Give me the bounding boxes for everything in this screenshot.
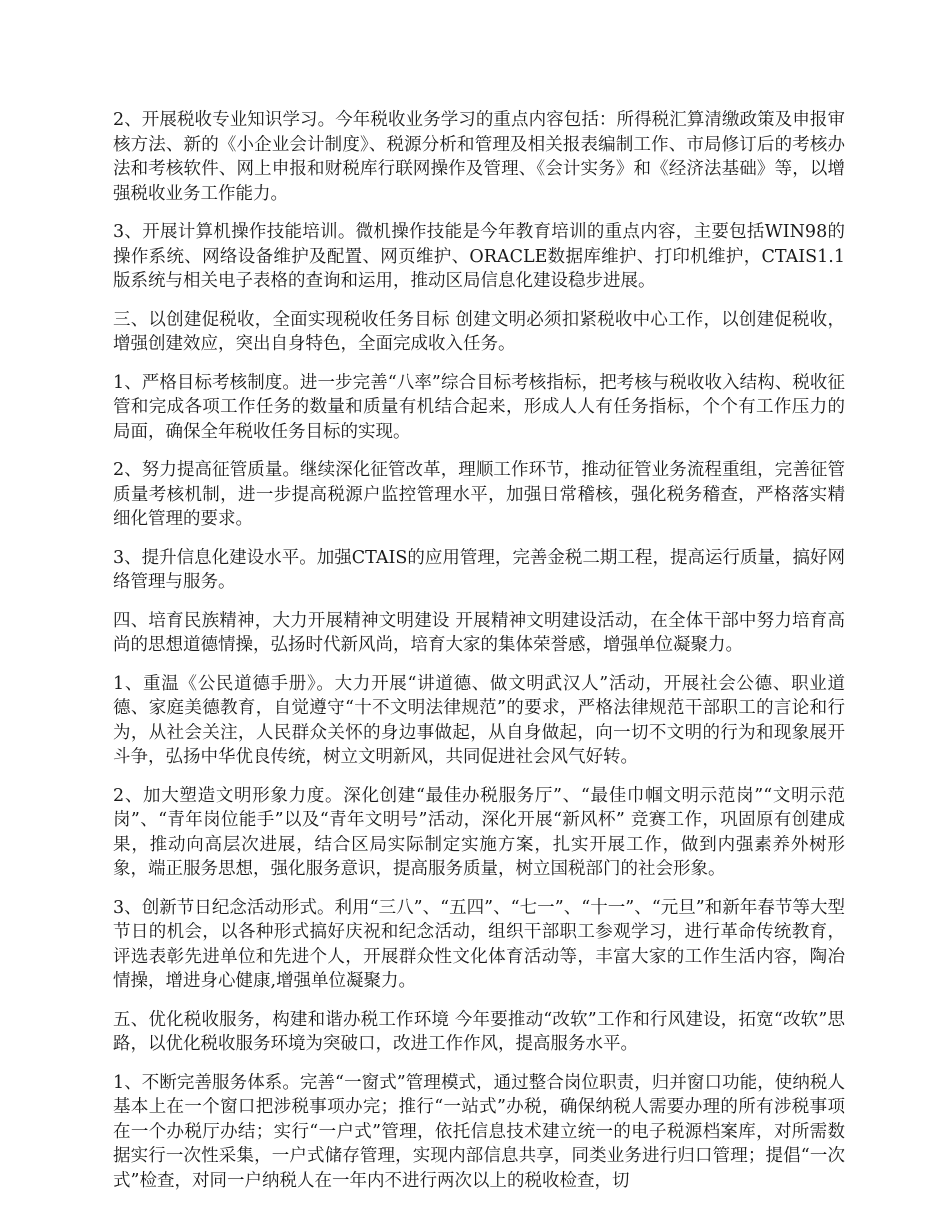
paragraph-computer-skills-training: 3、开展计算机操作技能培训。微机操作技能是今年教育培训的重点内容，主要包括WIN98的操作系统、网络设备维护及配置、网页维护、ORACLE数据库维护、打印机维护，CTAIS1.1版系统与相关电子表格的查询和运用，推动区局信息化建设稳步进展。 xyxy=(113,222,845,291)
section-heading-optimize-service: 五、优化税收服务，构建和谐办税工作环境 今年要推动“改软”工作和行风建设，拓宽“改软”思路，以优化税收服务环境为突破口，改进工作作风，提高服务水平。 xyxy=(113,1009,845,1054)
section-heading-create-promote-tax: 三、以创建促税收，全面实现税收任务目标 创建文明必须扣紧税收中心工作，以创建促税收，增强创建效应，突出自身特色，全面完成收入任务。 xyxy=(113,309,845,354)
paragraph-collection-quality: 2、努力提高征管质量。继续深化征管改革，理顺工作环节，推动征管业务流程重组，完善征管质量考核机制，进一步提高税源户监控管理水平，加强日常稽核，强化税务稽查，严格落实精细化管理的要求。 xyxy=(113,460,845,529)
paragraph-tax-knowledge-study: 2、开展税收专业知识学习。今年税收业务学习的重点内容包括：所得税汇算清缴政策及申报审核方法、新的《小企业会计制度》、税源分析和管理及相关报表编制工作、市局修订后的考核办法和考核软件、网上申报和财税库行联网操作及管理、《会计实务》和《经济法基础》等，以增强税收业务工作能力。 xyxy=(113,110,845,204)
paragraph-festival-activities: 3、创新节日纪念活动形式。利用“三八”、“五四”、“七一”、“十一”、“元旦”和新年春节等大型节日的机会，以各种形式搞好庆祝和纪念活动，组织干部职工参观学习，进行革命传统教育，评选表彰先进单位和先进个人，开展群众性文化体育活动等，丰富大家的工作生活内容，陶冶情操，增进身心健康,增强单位凝聚力。 xyxy=(113,897,845,991)
paragraph-civilized-image: 2、加大塑造文明形象力度。深化创建“最佳办税服务厅”、“最佳巾帼文明示范岗”“文明示范岗”、“青年岗位能手”以及“青年文明号”活动，深化开展“新风杯” 竞赛工作，巩固原有创建成果，推动向高层次进展，结合区局实际制定实施方案，扎实开展工作，做到内强素养外树形象，端正服务思想，强化服务意识，提高服务质量，树立国税部门的社会形象。 xyxy=(113,785,845,879)
paragraph-target-assessment: 1、严格目标考核制度。进一步完善“八率”综合目标考核指标，把考核与税收收入结构、税收征管和完成各项工作任务的数量和质量有机结合起来，形成人人有任务指标，个个有工作压力的局面，确保全年税收任务目标的实现。 xyxy=(113,372,845,442)
paragraph-informatization: 3、提升信息化建设水平。加强CTAIS的应用管理，完善金税二期工程，提高运行质量，搞好网络管理与服务。 xyxy=(113,547,845,592)
paragraph-civic-morality: 1、重温《公民道德手册》。大力开展“讲道德、做文明武汉人”活动，开展社会公德、职业道德、家庭美德教育，自觉遵守“十不文明法律规范”的要求，严格法律规范干部职工的言论和行为，从社会关注，人民群众关怀的身边事做起，从自身做起，向一切不文明的行为和现象展开斗争，弘扬中华优良传统，树立文明新风，共同促进社会风气好转。 xyxy=(113,673,845,767)
section-heading-national-spirit: 四、培育民族精神，大力开展精神文明建设 开展精神文明建设活动，在全体干部中努力培育高尚的思想道德情操，弘扬时代新风尚，培育大家的集体荣誉感，增强单位凝聚力。 xyxy=(113,610,845,655)
document-body xyxy=(113,108,845,1207)
paragraph-service-system: 1、不断完善服务体系。完善“一窗式”管理模式，通过整合岗位职责，归并窗口功能，使纳税人基本上在一个窗口把涉税事项办完；推行“一站式”办税，确保纳税人需要办理的所有涉税事项在一个办税厅办结；实行“一户式”管理，依托信息技术建立统一的电子税源档案库，对所需数据实行一次性采集，一户式储存管理，实现内部信息共享，同类业务进行归口管理；提倡“一次式”检查，对同一户纳税人在一年内不进行两次以上的税收检查，切 xyxy=(113,1072,845,1191)
